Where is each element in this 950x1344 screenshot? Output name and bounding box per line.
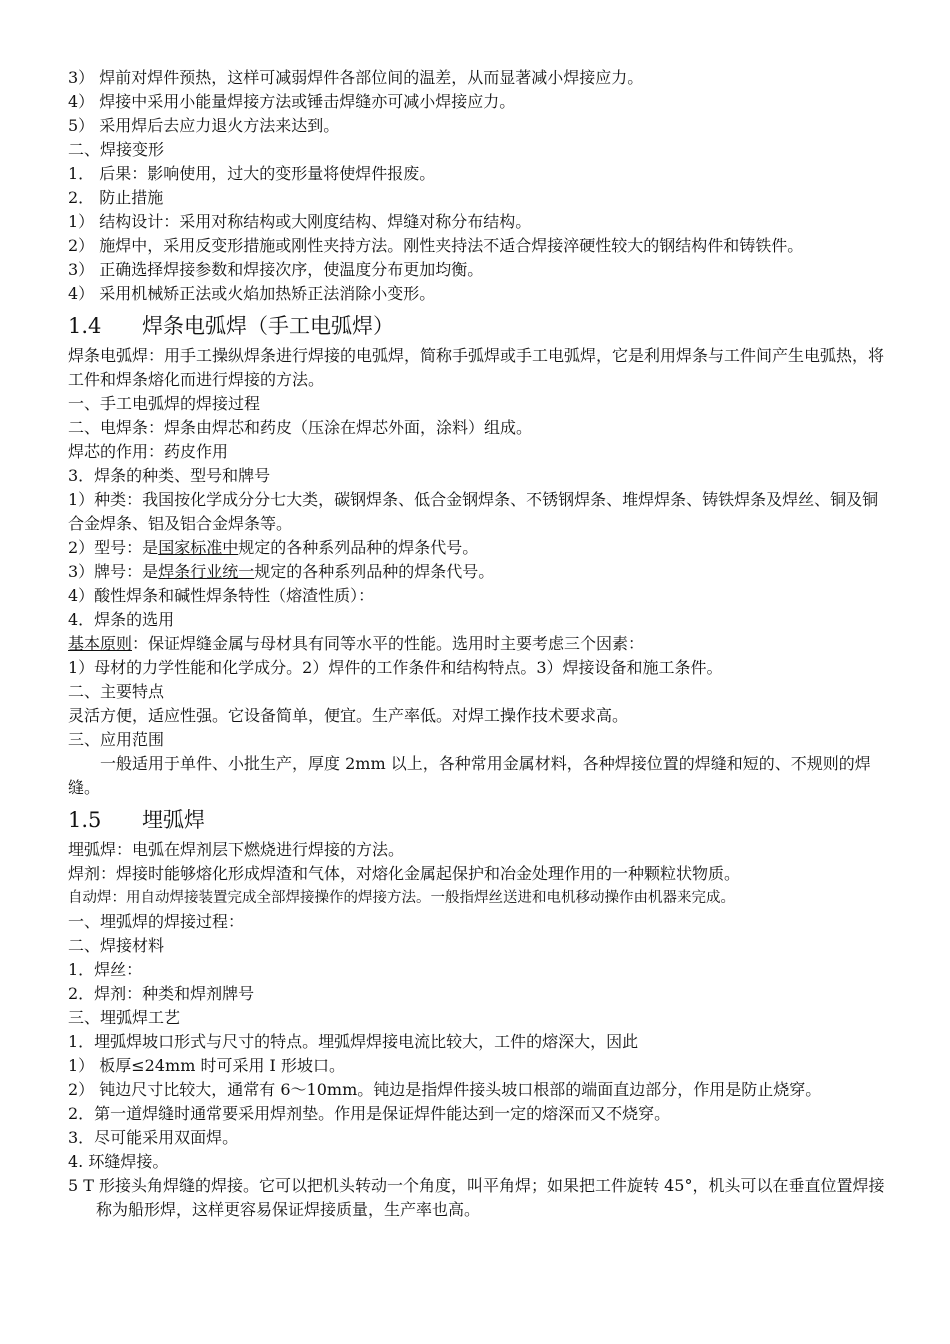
- text-line: 埋弧焊：电弧在焊剂层下燃烧进行焊接的方法。: [68, 840, 405, 859]
- text-line: 二、焊接材料: [68, 936, 165, 955]
- text-line-wrapped: 5 T 形接头角焊缝的焊接。它可以把机头转动一个角度，叫平角焊；如果把工件旋转 45°，机头可以在垂直位置焊接称为船形焊，这样更容易保证焊接质量，生产率也高。: [68, 1176, 885, 1219]
- text-line-wrapped: 2） 施焊中，采用反变形措施或刚性夹持方法。刚性夹持法不适合焊接淬硬性较大的钢结构件和铸铁件。: [68, 236, 804, 255]
- paragraph-kinds: 1）种类：我国按化学成分分七大类，碳钢焊条、低合金钢焊条、不锈钢焊条、堆焊焊条、铸铁焊条及焊丝、铜及铜合金焊条、铝及铝合金焊条等。: [68, 490, 879, 533]
- text-line: 4．焊条的选用: [68, 610, 175, 629]
- text-line: 4）酸性焊条和碱性焊条特性（熔渣性质）：: [68, 586, 375, 605]
- text-line: 1） 板厚≤24mm 时可采用 I 形坡口。: [68, 1056, 345, 1075]
- heading-1-4: [68, 312, 888, 340]
- text-line: 2． 防止措施: [68, 188, 164, 207]
- text-line: 1） 结构设计：采用对称结构或大刚度结构、焊缝对称分布结构。: [68, 212, 532, 231]
- text-line: 2．第一道焊缝时通常要采用焊剂垫。作用是保证焊件能达到一定的熔深而又不烧穿。: [68, 1104, 671, 1123]
- text-line: 3） 焊前对焊件预热，这样可减弱焊件各部位间的温差，从而显著减小焊接应力。: [68, 68, 644, 87]
- text-line: 灵活方便，适应性强。它设备简单，便宜。生产率低。对焊工操作技术要求高。: [68, 706, 629, 725]
- text-line-wrapped: 2） 钝边尺寸比较大，通常有 6～10mm。钝边是指焊件接头坡口根部的端面直边部分，作用是防止烧穿。: [68, 1080, 822, 1099]
- text-line: 1．埋弧焊坡口形式与尺寸的特点。埋弧焊焊接电流比较大，工件的熔深大，因此: [68, 1032, 639, 1051]
- text-line: 3） 正确选择焊接参数和焊接次序，使温度分布更加均衡。: [68, 260, 484, 279]
- text-line-auto-welding: 自动焊：用自动焊接装置完成全部焊接操作的焊接方法。一般指焊丝送进和电机移动操作由机器来完成。: [68, 890, 735, 906]
- text-line-type: [68, 536, 888, 560]
- section-heading-welding-deformation: 二、焊接变形: [68, 140, 165, 159]
- text-line: 二、主要特点: [68, 682, 165, 701]
- text-line: 3．焊条的种类、型号和牌号: [68, 466, 271, 485]
- text-span: 2）型号：是: [68, 538, 159, 557]
- text-line: 4） 采用机械矫正法或火焰加热矫正法消除小变形。: [68, 284, 436, 303]
- text-line: 5） 采用焊后去应力退火方法来达到。: [68, 116, 340, 135]
- text-line: 3．尽可能采用双面焊。: [68, 1128, 239, 1147]
- text-line: 一、手工电弧焊的焊接过程: [68, 394, 261, 413]
- text-line: 1．焊丝：: [68, 960, 143, 979]
- text-line: 一、埋弧焊的焊接过程：: [68, 912, 245, 931]
- heading-1-5: [68, 806, 888, 834]
- document-page: [68, 66, 888, 1222]
- paragraph-scope: 一般适用于单件、小批生产，厚度 2mm 以上，各种常用金属材料，各种焊接位置的焊缝和短的、不规则的焊缝。: [68, 754, 871, 797]
- text-line: 三、应用范围: [68, 730, 165, 749]
- heading-title: 埋弧焊: [142, 808, 205, 832]
- underlined-text: 国家标准中: [158, 538, 239, 557]
- text-line: 1． 后果：影响使用，过大的变形量将使焊件报废。: [68, 164, 436, 183]
- underlined-text: 基本原则: [68, 634, 133, 653]
- heading-number: 1.5: [68, 808, 102, 832]
- text-line: 1）母材的力学性能和化学成分。2）焊件的工作条件和结构特点。3）焊接设备和施工条件。: [68, 658, 723, 677]
- text-line-principle: [68, 632, 888, 656]
- text-span: 规定的各种系列品种的焊条代号。: [254, 562, 495, 581]
- underlined-text: 焊条行业统一: [158, 562, 255, 581]
- paragraph-definition: 焊条电弧焊：用手工操纵焊条进行焊接的电弧焊，简称手弧焊或手工电弧焊，它是利用焊条与工件间产生电弧热，将工件和焊条熔化而进行焊接的方法。: [68, 346, 885, 389]
- text-line-brand: [68, 560, 888, 584]
- text-span: 3）牌号：是: [68, 562, 159, 581]
- text-line: 焊剂：焊接时能够熔化形成焊渣和气体，对熔化金属起保护和冶金处理作用的一种颗粒状物质。: [68, 864, 741, 883]
- text-line: 4. 环缝焊接。: [68, 1152, 169, 1171]
- text-line: 4） 焊接中采用小能量焊接方法或锤击焊缝亦可减小焊接应力。: [68, 92, 516, 111]
- heading-number: 1.4: [68, 314, 102, 338]
- text-line: 三、埋弧焊工艺: [68, 1008, 181, 1027]
- heading-title: 焊条电弧焊（手工电弧焊）: [142, 314, 394, 338]
- text-line: 二、电焊条：焊条由焊芯和药皮（压涂在焊芯外面，涂料）组成。: [68, 418, 533, 437]
- text-span: ：保证焊缝金属与母材具有同等水平的性能。选用时主要考虑三个因素：: [132, 634, 645, 653]
- text-line: 焊芯的作用：药皮作用: [68, 442, 229, 461]
- text-span: 规定的各种系列品种的焊条代号。: [238, 538, 479, 557]
- text-line: 2．焊剂：种类和焊剂牌号: [68, 984, 255, 1003]
